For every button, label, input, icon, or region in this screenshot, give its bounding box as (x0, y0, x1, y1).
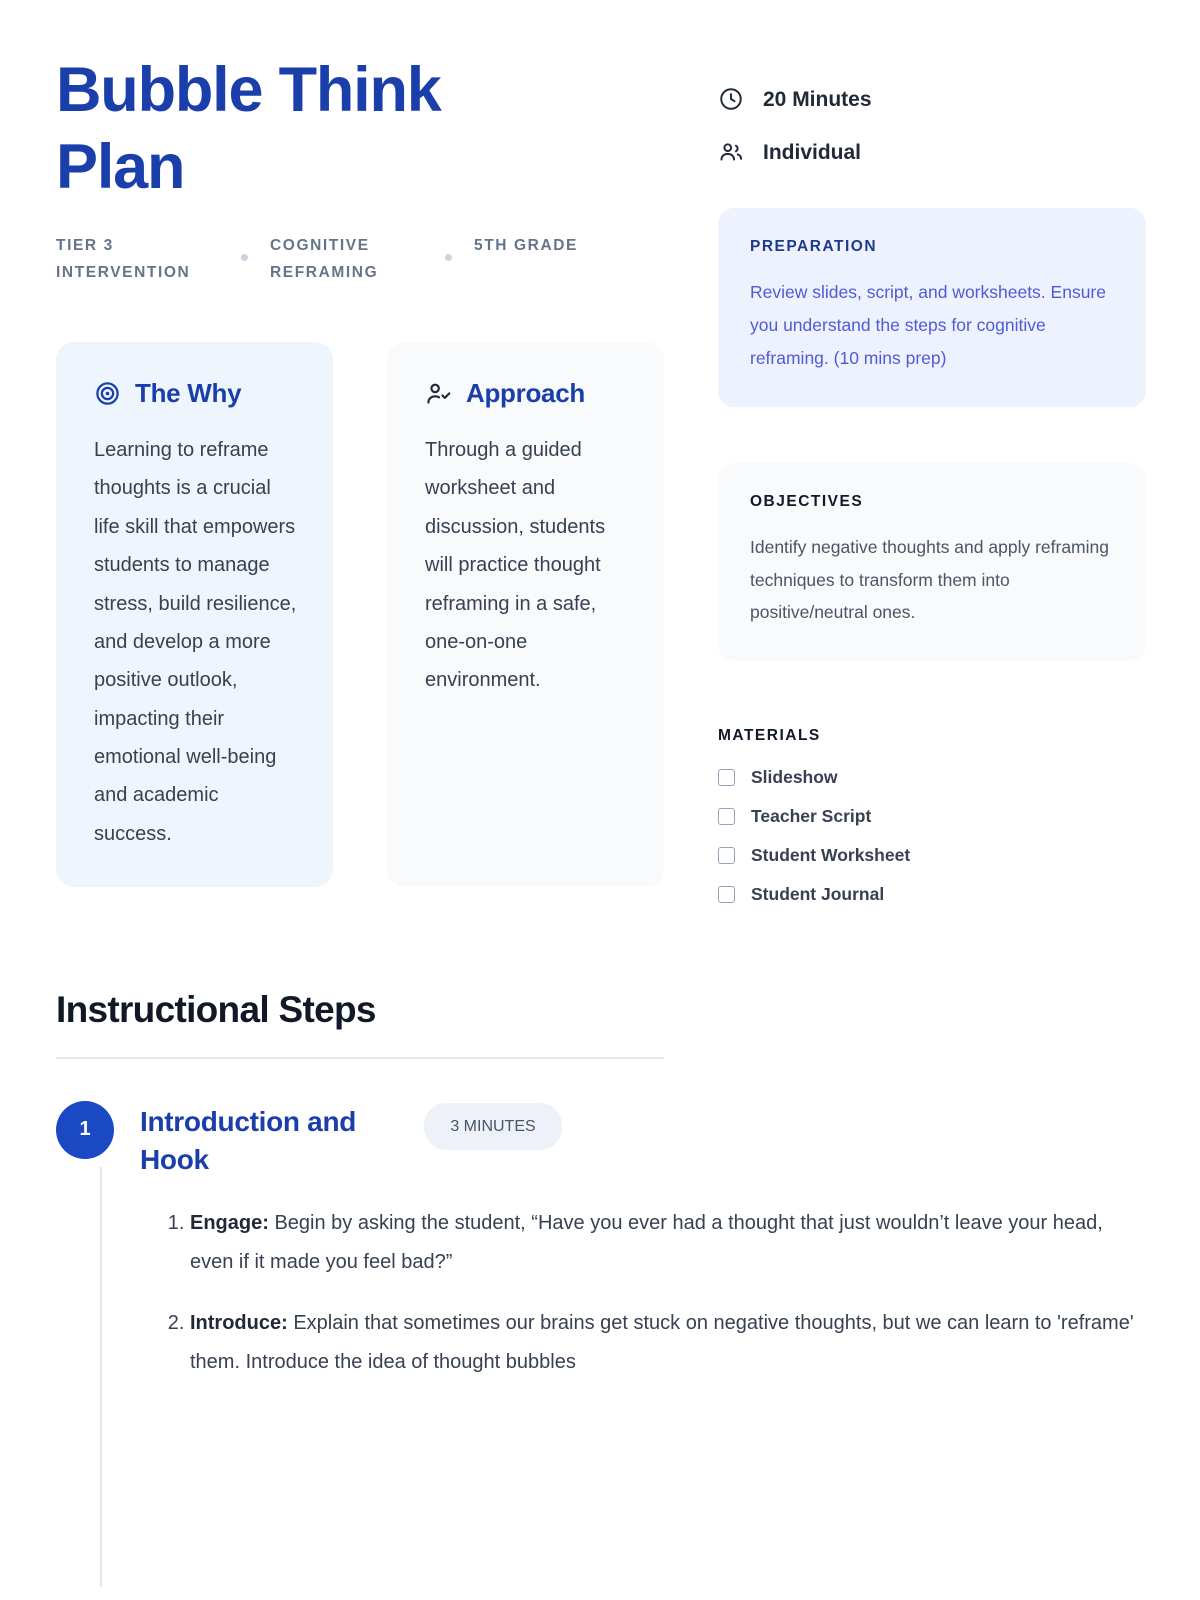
objectives-label: OBJECTIVES (750, 492, 864, 510)
step-1 (56, 1101, 1144, 1405)
card-body: Learning to reframe thoughts is a crucial life skill that empowers students to manage stress, build resilience, and develop a more positive outlook, impacting their emotional well-being and academic success. (94, 438, 297, 845)
stat-duration (718, 86, 1146, 113)
step-item (190, 1304, 1144, 1382)
checkbox-student-journal[interactable] (718, 886, 735, 903)
step-duration-badge: 3 MINUTES (424, 1103, 562, 1151)
top-grid (56, 52, 1144, 923)
page-title: Bubble Think Plan (56, 55, 441, 202)
objectives-box (718, 463, 1146, 662)
card-header (94, 378, 299, 409)
list-item[interactable] (718, 845, 1146, 866)
checkbox-slideshow[interactable] (718, 769, 735, 786)
tag-topic: COGNITIVE REFRAMING (270, 236, 379, 281)
step-item (190, 1204, 1144, 1282)
user-check-icon (425, 380, 452, 407)
step-timeline (100, 1167, 102, 1587)
step-item-text: Explain that sometimes our brains get stuck on negative thoughts, but we can learn to 'reframe' them. Introduce the idea of thought bubbles (190, 1312, 1134, 1374)
stat-grouping (718, 139, 1146, 166)
list-item[interactable] (718, 884, 1146, 905)
checkbox-student-worksheet[interactable] (718, 847, 735, 864)
step-content (140, 1101, 1144, 1405)
stat-duration-label: 20 Minutes (763, 87, 872, 111)
step-item-text: Begin by asking the student, “Have you ever had a thought that just wouldn’t leave your head, even if it made you feel bad?” (190, 1212, 1103, 1274)
list-item[interactable] (718, 767, 1146, 788)
left-column (56, 52, 664, 887)
people-icon (718, 139, 745, 166)
step-header (140, 1103, 1144, 1179)
step-item-lead: Engage: (190, 1212, 269, 1235)
tag-tier: TIER 3 INTERVENTION (56, 236, 191, 281)
right-column (718, 52, 1146, 923)
card-approach (387, 342, 664, 887)
objectives-text: Identify negative thoughts and apply reframing techniques to transform them into positive/neutral ones. (750, 536, 1109, 623)
card-title: Approach (466, 377, 585, 408)
info-cards (56, 342, 664, 887)
separator-dot (241, 254, 248, 261)
stat-grouping-label: Individual (763, 140, 862, 164)
preparation-label: PREPARATION (750, 238, 878, 255)
preparation-box (718, 208, 1146, 407)
list-item[interactable] (718, 806, 1146, 827)
step-item-lead: Introduce: (190, 1312, 288, 1335)
breadcrumb (56, 232, 664, 286)
list-item-label: Slideshow (751, 767, 838, 788)
tag-grade: 5TH GRADE (474, 236, 578, 254)
checkbox-teacher-script[interactable] (718, 808, 735, 825)
list-item-label: Student Worksheet (751, 845, 911, 866)
clock-icon (718, 86, 745, 113)
step-badge-wrap (56, 1101, 140, 1405)
preparation-text: Review slides, script, and worksheets. Ensure you understand the steps for cognitive reframing. (10 mins prep) (750, 282, 1106, 368)
card-title: The Why (135, 377, 242, 408)
step-title: Introduction and Hook (140, 1105, 357, 1175)
instructional-steps-section (56, 989, 1144, 1404)
materials-section (718, 727, 1146, 905)
card-header (425, 378, 630, 409)
step-items (140, 1204, 1144, 1382)
step-number-badge: 1 (56, 1101, 114, 1159)
separator-dot (445, 254, 452, 261)
section-title: Instructional Steps (56, 989, 376, 1031)
card-body: Through a guided worksheet and discussion, students will practice thought reframing in a safe, one-on-one environment. (425, 438, 606, 692)
materials-label: MATERIALS (718, 727, 821, 745)
target-icon (94, 380, 121, 407)
divider (56, 1057, 664, 1059)
list-item-label: Student Journal (751, 884, 885, 905)
card-the-why (56, 342, 333, 887)
list-item-label: Teacher Script (751, 806, 872, 827)
